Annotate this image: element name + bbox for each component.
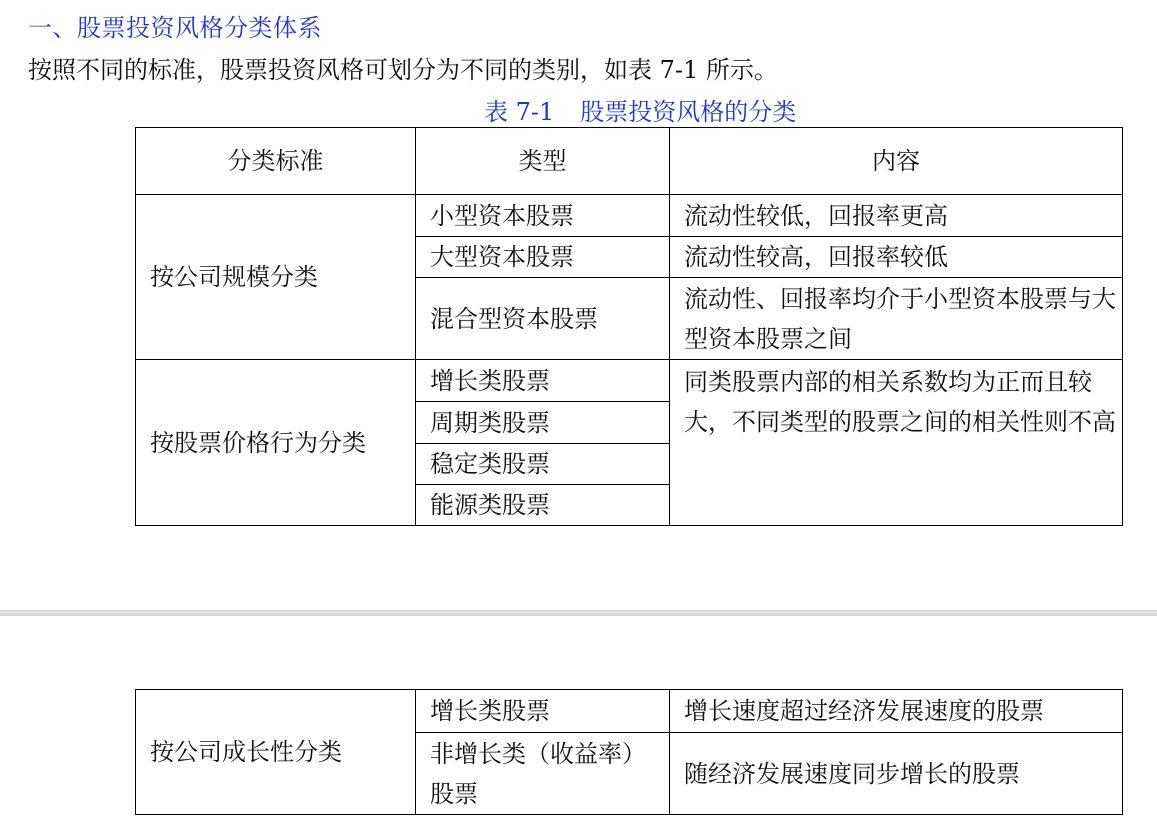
- type-cell: 稳定类股票: [416, 444, 670, 485]
- style-classification-table: [135, 127, 1123, 526]
- type-cell: 周期类股票: [416, 402, 670, 444]
- criterion-cell: 按公司成长性分类: [136, 690, 416, 815]
- content-cell: 流动性较低，回报率更高: [670, 195, 1123, 237]
- table-row: [136, 360, 1123, 402]
- table-row: [136, 195, 1123, 237]
- table-caption: [484, 92, 796, 127]
- type-cell: 小型资本股票: [416, 195, 670, 237]
- type-cell: 大型资本股票: [416, 237, 670, 278]
- content-cell: 流动性较高，回报率较低: [670, 237, 1123, 278]
- type-cell: 增长类股票: [416, 690, 670, 733]
- criterion-cell: 按股票价格行为分类: [136, 360, 416, 526]
- table-header-row: [136, 128, 1123, 195]
- style-classification-table-continued: [135, 689, 1123, 815]
- type-cell: 能源类股票: [416, 485, 670, 526]
- content-cell: 随经济发展速度同步增长的股票: [670, 733, 1123, 815]
- type-cell: 非增长类（收益率）股票: [416, 733, 670, 815]
- table-row: [136, 690, 1123, 733]
- intro-paragraph: 按照不同的标准，股票投资风格可划分为不同的类别，如表 7-1 所示。: [28, 56, 778, 84]
- content-cell: 同类股票内部的相关系数均为正而且较大，不同类型的股票之间的相关性则不高: [670, 360, 1123, 526]
- header-criterion: 分类标准: [136, 128, 416, 195]
- content-cell: 流动性、回报率均介于小型资本股票与大型资本股票之间: [670, 278, 1123, 360]
- type-cell: 混合型资本股票: [416, 278, 670, 360]
- header-content: 内容: [670, 128, 1123, 195]
- section-heading: 一、股票投资风格分类体系: [28, 14, 322, 42]
- criterion-cell: 按公司规模分类: [136, 195, 416, 360]
- content-cell: 增长速度超过经济发展速度的股票: [670, 690, 1123, 733]
- table-caption-number: 表 7-1: [484, 98, 555, 126]
- table-caption-title: 股票投资风格的分类: [580, 98, 797, 126]
- type-cell: 增长类股票: [416, 360, 670, 402]
- header-type: 类型: [416, 128, 670, 195]
